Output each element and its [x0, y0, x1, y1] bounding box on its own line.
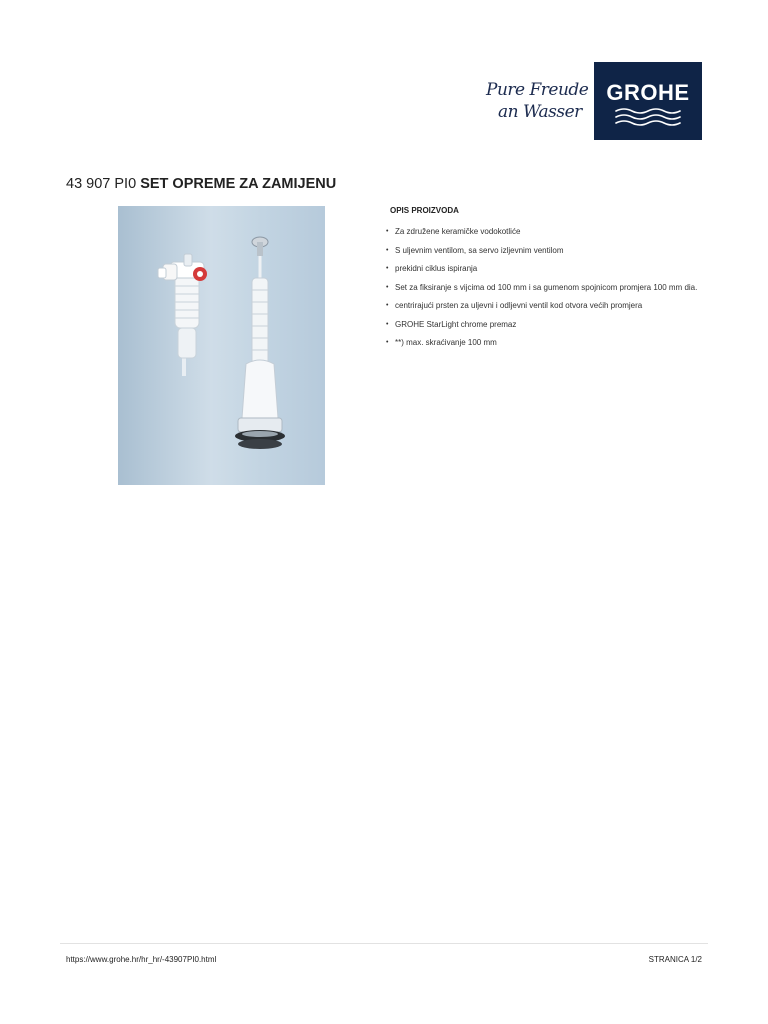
product-name: SET OPREME ZA ZAMIJENU: [140, 176, 337, 192]
flush-valve-set-illustration: [118, 206, 325, 485]
product-code: 43 907 PI0: [66, 176, 137, 192]
product-description: [385, 206, 705, 353]
description-heading: OPIS PROIZVODA: [390, 206, 459, 215]
list-item: • Za združene keramičke vodokotliće: [385, 223, 705, 241]
list-item: • GROHE StarLight chrome premaz: [385, 316, 705, 334]
list-item: • prekidni ciklus ispiranja: [385, 260, 705, 278]
brand-name: GROHE: [606, 80, 690, 105]
flush-valve-image: [235, 237, 285, 449]
footer-url-link[interactable]: https://www.grohe.hr/hr_hr/-43907PI0.html: [66, 955, 217, 964]
brand-slogan: [478, 62, 594, 140]
water-waves-icon: [614, 106, 682, 128]
grohe-logo: [478, 62, 702, 140]
list-item: • centrirajući prsten za uljevni i odljevni ventil kod otvora većih promjera: [385, 297, 705, 315]
product-title: [66, 176, 336, 192]
footer-divider: [60, 943, 708, 944]
slogan-line-1: Pure Freude: [486, 80, 589, 100]
brand-box: [594, 62, 702, 140]
fill-valve-image: [158, 254, 207, 376]
list-item: • S uljevnim ventilom, sa servo izljevnim ventilom: [385, 242, 705, 260]
slogan-line-2: an Wasser: [498, 102, 582, 122]
list-item: • **) max. skraćivanje 100 mm: [385, 334, 705, 352]
feature-list: [385, 223, 705, 352]
product-photo: [118, 206, 325, 485]
page-number: STRANICA 1/2: [648, 955, 702, 964]
list-item: • Set za fiksiranje s vijcima od 100 mm i sa gumenom spojnicom promjera 100 mm dia.: [385, 279, 705, 297]
